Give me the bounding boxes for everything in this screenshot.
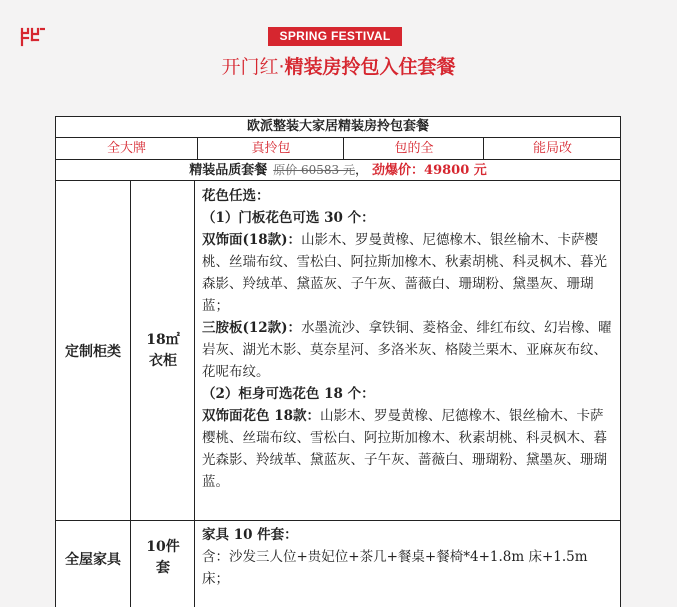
headline-main: 精装房拎包入住套餐 xyxy=(284,56,456,78)
slogan-row xyxy=(56,138,620,160)
price-separator: ， xyxy=(355,163,369,178)
package-price-row xyxy=(56,160,620,181)
column-divider xyxy=(130,181,131,607)
cabinet-details xyxy=(202,185,614,493)
furniture-category: 全屋家具 xyxy=(65,552,121,568)
choose-title: 花色任选： xyxy=(202,188,270,204)
package-table xyxy=(55,116,621,607)
body-color-label: 双饰面花色 18款： xyxy=(202,408,320,424)
door-color-title: （1）门板花色可选 30 个： xyxy=(202,210,375,226)
slogan-cell: 能局改 xyxy=(483,138,621,159)
door-tri-label: 三胺板(12款)： xyxy=(202,320,302,336)
headline-prefix: 开门红· xyxy=(221,56,285,78)
cabinet-category: 定制柜类 xyxy=(65,344,121,360)
package-name: 精装品质套餐 xyxy=(189,163,268,178)
body-color-title: （2）柜身可选花色 18 个： xyxy=(202,386,375,402)
door-double-colors xyxy=(202,229,614,317)
door-tri-colors xyxy=(202,317,614,383)
table-title: 欧派整装大家居精装房拎包套餐 xyxy=(56,117,620,138)
original-price: 原价 60583 元 xyxy=(273,163,356,177)
cabinet-spec: 18㎡衣柜 xyxy=(146,332,180,369)
door-tri-items: 水墨流沙、拿铁铜、菱格金、绯红布纹、幻岩橡、曜岩灰、湖光木影、莫奈星河、多洛米灰、格陵兰栗木、亚麻灰布纹、花呢布纹。 xyxy=(202,320,612,380)
brand-logo-icon xyxy=(19,25,45,47)
page-headline xyxy=(0,54,677,80)
door-double-items: 山影木、罗曼黄橡、尼德橡木、银丝榆木、卡萨樱桃、丝瑞布纹、雪松白、阿拉斯加橡木、秋素胡桃、科灵枫木、暮光森影、羚绒革、黛蓝灰、子午灰、蔷薇白、珊瑚粉、黛墨灰、珊瑚蓝； xyxy=(202,232,607,314)
body-colors xyxy=(202,405,614,493)
spring-festival-badge: SPRING FESTIVAL xyxy=(268,27,402,46)
door-double-label: 双饰面(18款)： xyxy=(202,232,302,248)
furniture-title: 家具 10 件套： xyxy=(202,527,298,543)
furniture-items: 含：沙发三人位+贵妃位+茶几+餐桌+餐椅*4+1.8m 床+1.5m 床； xyxy=(202,549,588,587)
deal-price: 劲爆价：49800 元 xyxy=(372,163,487,178)
body-color-items: 山影木、罗曼黄橡、尼德橡木、银丝榆木、卡萨樱桃、丝瑞布纹、雪松白、阿拉斯加橡木、秋素胡桃、科灵枫木、暮光森影、羚绒革、黛蓝灰、子午灰、蔷薇白、珊瑚粉、黛墨灰、珊瑚蓝。 xyxy=(202,408,607,490)
furniture-spec: 10件套 xyxy=(146,539,180,576)
slogan-cell: 包的全 xyxy=(343,138,484,159)
column-divider xyxy=(194,181,195,607)
slogan-cell: 全大牌 xyxy=(106,141,146,156)
furniture-details xyxy=(202,524,614,590)
slogan-cell: 真拎包 xyxy=(197,138,344,159)
